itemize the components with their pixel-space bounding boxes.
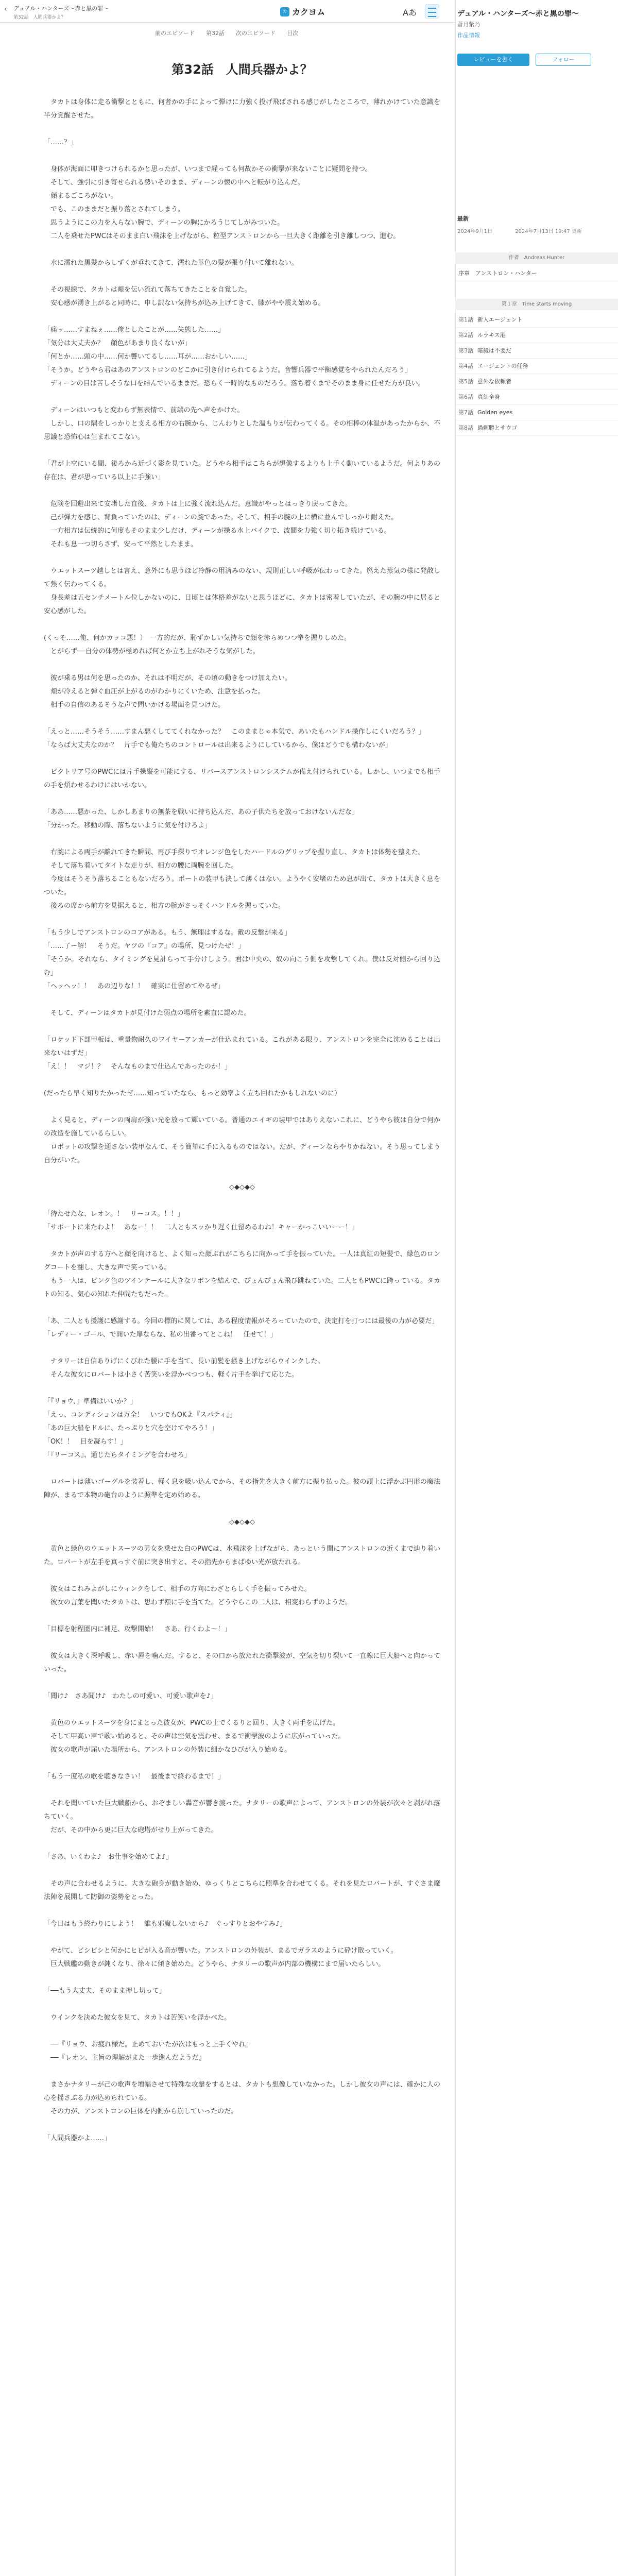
body-paragraph: 彼女は大きく深呼吸し、赤い唇を噛んだ。すると、その口から放たれた衝撃波が、空気を切り裂いて一直線に巨大船へと向かっていった。	[44, 1652, 440, 1673]
episode-number: 第7話	[458, 409, 473, 416]
body-paragraph: 「待たせたな、レオン。！ リーコス。！！」 「サポートに来たわよ！ あなー！！ 二人ともスッかり遅く仕留めるわね！キャーかっこいいーー！」	[44, 1210, 358, 1231]
body-paragraph: ナタリーは自信ありげにくびれた腰に手を当て、長い前髪を掻き上げながらウインクした。 そんな彼女にロバートは小さく苦笑いを浮かべつつも、軽く片手を挙げて応じた。	[50, 1358, 324, 1379]
body-paragraph: ウエットスーツ越しとは言え、意外にも思うほど冷静の用済みのない、規則正しい呼吸が伝わってきた。燃えた蒸気の様に発散して熱く伝わってくる。 身長差は五センチメートル位しかないのに、日頃とは体格差がないと思うほどに、タカトは密着していたが、その腕の中に居ると安心感がした。	[44, 567, 440, 615]
body-paragraph: ◇◆◇◆◇	[229, 1183, 255, 1191]
body-paragraph: 「目標を射程圏内に補足、攻撃開始！ さあ、行くわよ〜！」	[44, 1625, 231, 1633]
episode-number: 第3話	[458, 347, 473, 354]
body-paragraph: 「『リョウ、』準備はいいか？」 「えっ、コンディションは万全！ いつでもOKよ『スパティ』」 「あの巨大船をドルに、たっぷりと穴を空けてやろう！」 「OK！！ 目を凝らす！」 「『リーコス』、通じたらタイミングを合わせろ」	[44, 1398, 236, 1459]
body-paragraph: タカトは身体に走る衝撃とともに、何者かの手によって弾けに力強く投げ飛ばされる感じがしたところで、薄れかけていた意識を半分覚醒させた。	[44, 98, 440, 120]
body-paragraph: 彼が乗る男は何を思ったのか、それは不明だが、その頃の動きをつけ加えたい。 頬が冷えると弾ぐ血圧が上がるのがわかりにくいため、注意を払った。 相手の自信のあるそうな声で問いかける場面を見つけた。	[50, 674, 292, 709]
prev-episode-link[interactable]: 前のエピソード	[155, 30, 195, 37]
body-paragraph: 「もう一度私の歌を聴きなさい！ 最後まで終わるまで！」	[44, 1773, 225, 1781]
body-paragraph: 右腕による両手が離れてきた瞬間、再び手探りでオレンジ色をしたハードルのグリップを握り直し、タカトは体勢を整えた。 そして落ち着いてタイトな走りが、相方の腰に両腕を回した。 今度はそうそう落ちることもないだろう。ボートの装甲も決して薄くはない。ようやく安堵のため息が出て、タカトは大きく息をついた。 後ろの席から前方を見据えると、相方の腕がさっそくハンドルを握っていた。	[44, 849, 440, 910]
episode-paragraphs	[44, 96, 440, 2145]
body-paragraph: 「君が上空にいる間、後ろから近づく影を見ていた。どうやら相手はこちらが想像するよりも上手く動いているようだ。何よりあの存在は、君が思っている以上に手強い」	[44, 460, 440, 481]
body-paragraph: 身体が海面に叩きつけられるかと思ったが、いつまで経っても何故かその衝撃が来ないことに疑問を持つ。 そして、強引に引き寄せられる勢いそのまま、ディーンの懐の中へと転がり込んだ。 顔まるごころがない。 でも、このままだと振り落とされてしまう。 思うようにこの力を入らない腕で、ディーンの胸にかろうじてしがみついた。 二人を乗せたPWCはそのまま白い飛沫を上げながら、粒型アンストロンから一旦大きく距離を引き離しつつ、進む。	[50, 165, 400, 240]
body-paragraph: その声に合わせるように、大きな砲身が動き始め、ゆっくりとこちらに照準を合わせてくる。それを見たロバートが、すぐさま魔法陣を展開して防御の姿勢をとった。	[44, 1880, 440, 1901]
sidebar-episode-item[interactable]	[455, 328, 618, 343]
sidebar-work-info	[457, 9, 612, 39]
text-size-button[interactable]: Aあ	[403, 8, 417, 18]
episode-title: 真紅全身	[477, 394, 500, 400]
episode-body	[44, 59, 440, 2576]
body-paragraph: 「ああ……悪かった、しかしあまりの無茶を戦いに持ち込んだ、あの子供たちを放っておけないんだな」 「分かった。移動の際、落ちないように気を付けろよ」	[44, 808, 359, 829]
body-paragraph: (くっそ……俺、何かカッコ悪！） 一方的だが、恥ずかしい気持ちで顔を赤らめつつ拳を握りしめた。 とがらず──自分の体勢が極めれば何とか立ち上がれそうな気がした。	[44, 634, 351, 655]
body-paragraph: よく見ると、ディーンの両肩が強い光を放って輝いている。普通のエイギの装甲ではありえないこれに、どうやら彼は自分で何かの改造を施しているらしい。 ロボットの攻撃を通さない装甲なんて、そう簡単に手に入るものではない。だが、ディーンならやりかねない。そう思ってしまう自分がいた。	[44, 1116, 440, 1164]
body-paragraph: 水に濡れた黒髪からしずくが垂れてきて、濡れた革色の髪が張り付いて離れない。	[44, 259, 298, 267]
sidebar-episode-item[interactable]	[455, 389, 618, 405]
episode-title: 新人エージェント	[477, 316, 523, 323]
episode-title: 過剰勝とサウゴ	[477, 425, 517, 431]
episode-number: 第2話	[458, 332, 473, 338]
current-episode-label: 第32話	[206, 30, 225, 37]
body-paragraph: 黄色と緑色のウエットスーツの男女を乗せた白のPWCは、水飛沫を上げながら、あっという間にアンストロンの近くまで辿り着いた。ロバートが左手を真っすぐ前に突き出すと、その指先からまばゆい光が放たれる。	[44, 1545, 440, 1566]
header-episode-line: 第32話 人間兵器かよ？	[13, 15, 66, 20]
body-paragraph: ディーンはいつもと変わらず無表情で、前端の先へ声をかけた。 しかし、口の隅をしっかりと支える相方の右腕から、じんわりとした温もりが伝わってくる。その相棒の体温があったからか、不思議と恐怖心は生まれてこない。	[44, 406, 440, 441]
sidebar-chapter-section: 第１章 Time starts moving	[455, 299, 618, 310]
next-episode-link[interactable]: 次のエピソード	[236, 30, 276, 37]
update-date-right: 2024年7月13日 19:47 更新	[515, 229, 582, 234]
episode-nav	[149, 29, 304, 37]
sidebar-author[interactable]: 蒼月紫乃	[457, 21, 480, 28]
episode-title: 第32話 人間兵器かよ？	[171, 62, 313, 77]
hamburger-icon	[428, 8, 436, 9]
update-date-left: 2024年9月1日	[457, 229, 493, 234]
back-icon[interactable]: ‹	[4, 5, 7, 13]
body-paragraph: 「聞け♪ さあ聞け♪ わたしの可愛い、可愛い歌声を♪」	[44, 1692, 217, 1700]
body-paragraph: その視線で、タカトは頬を伝い流れて落ちてきたことを自覚した。 安心感が湧き上がると同時に、申し訳ない気持ちが込み上げてきて、膝がやや震え始める。	[50, 286, 325, 307]
episode-number: 第6話	[458, 394, 473, 400]
body-paragraph: 危険を回避出来て安堵した直後、タカトは上に強く流れ込んだ。意識がやっとはっきり戻ってきた。 己が弾力を感じ、背負っていたのは、ディーンの腕であった。そして、相手の腕の上に横に並んでしっかり耐えた。 一方相方は伝統的に何度もそのまま少しだけ、ディーンが操る水上バイクで、波間を力強く切り拓き続けている。 それも息一つ切らさず、安って平然としたまま。	[50, 500, 398, 548]
body-paragraph: 「さあ、いくわよ♪ お仕事を始めてよ♪」	[44, 1853, 173, 1861]
toc-link[interactable]: 目次	[287, 30, 298, 37]
episode-title: エージェントの任務	[477, 363, 528, 369]
sidebar-episode-item[interactable]	[455, 420, 618, 436]
sidebar-episode-item[interactable]	[455, 405, 618, 420]
update-label: 最新	[457, 215, 469, 222]
episode-number: 第1話	[458, 316, 473, 323]
episode-title: ルラキス港	[477, 332, 506, 338]
body-paragraph: まさかナタリーが己の歌声を増幅させて特殊な攻撃をするとは、タカトも想像していなかった。しかし彼女の声には、確かに人の心を揺さぶる力が込められている。 その力が、アンストロンの巨体を内側から崩していったのだ。	[44, 2081, 440, 2115]
header-work-title[interactable]: デュアル・ハンターズ〜赤と黒の罪〜	[13, 5, 109, 12]
episode-title: Golden eyes	[477, 409, 513, 416]
episode-number: 第4話	[458, 363, 473, 369]
body-paragraph: やがて、ビシビシと何かにヒビが入る音が響いた。アンストロンの外装が、まるでガラスのように砕け散っていく。 巨大戦艦の動きが鈍くなり、徐々に傾き始めた。どうやら、ナタリーの歌声が内部の機構にまで届いたらしい。	[50, 1947, 398, 1968]
sidebar-episode-item[interactable]	[455, 359, 618, 374]
logo-mark-icon: カ	[280, 7, 289, 16]
menu-button[interactable]	[425, 4, 439, 19]
header-meta[interactable]	[13, 4, 147, 20]
body-paragraph: ロバートは薄いゴーグルを装着し、軽く息を吸い込んでから、その指先を大きく前方に振り払った。彼の頭上に浮かぶ円形の魔法陣が、まるで本物の砲台のように照準を定め始める。	[44, 1478, 440, 1499]
episode-number: 第5話	[458, 378, 473, 385]
body-paragraph: 「──もう大丈夫、そのまま押し切って」	[44, 1987, 166, 1995]
review-button[interactable]: レビューを書く	[457, 54, 529, 66]
body-paragraph: ウインクを決めた彼女を見て、タカトは苦笑いを浮かべた。	[44, 2014, 231, 2022]
body-paragraph: ビクトリア号のPWCには片手操縦を可能にする、リバースアンストロンシステムが備え付けられている。しかし、いつまでも相手の手を煩わせるわけにはいかない。	[44, 768, 440, 789]
body-paragraph: そして、ディーンはタカトが見付けた弱点の場所を素直に認めた。	[44, 1009, 251, 1017]
sidebar-work-title[interactable]: デュアル・ハンターズ〜赤と黒の罪〜	[457, 10, 579, 18]
body-paragraph: 「あ、二人とも援護に感謝する。今回の標的に関しては、ある程度情報がそろっていたので、決定打を打つには最後の力が必要だ」 「レディー・ゴール、で開いた扉ならな、私の出番ってとこね！ 任せて！」	[44, 1317, 439, 1338]
body-paragraph: それを聞いていた巨大戦船から、おぞましい轟音が響き渡った。ナタリーの歌声によって、アンストロンの外装が次々と剥がれ落ちていく。 だが、その中から更に巨大な砲塔がせり上がってきた。	[44, 1800, 440, 1834]
sidebar-work-info-link[interactable]: 作品情報	[457, 32, 480, 39]
sidebar-episode-item[interactable]	[455, 374, 618, 389]
sidebar-update-info	[457, 214, 612, 234]
sidebar-episode-item[interactable]	[455, 312, 618, 328]
sidebar-chapter-row[interactable]: 序章 アンストロン・ハンター	[455, 266, 618, 281]
follow-button[interactable]: フォロー	[536, 54, 591, 66]
body-paragraph: 「ロケッド下部甲板は、重量物耐久のワイヤーアンカーが仕込まれている。これがある限り、アンストロンを完全に沈めることは出来ないはずだ」 「え！！ マジ！？ そんなものまで仕込んであったのか！」	[44, 1036, 440, 1071]
logo-text: カクヨム	[292, 7, 325, 17]
body-paragraph: 「……？」	[44, 139, 78, 146]
body-paragraph: (だったら早く知りたかったぜ……知っていたなら、もっと効率よく立ち回れたかもしれないのに）	[44, 1090, 341, 1097]
episode-title: 暗殺は不要だ	[477, 347, 511, 354]
sidebar-episode-item[interactable]	[455, 343, 618, 359]
body-paragraph: 「えっと……そうそう……すまん悪くしててくれなかった？ このままじゃ本気で、あいたもハンドル操作しにくいだろう？」 「ならば大丈夫なのか？ 片手でも俺たちのコントロールは出来るようにしているから、僕はどうでも構わないが」	[44, 728, 425, 749]
episode-title: 意外な依頼者	[477, 378, 511, 385]
body-paragraph: 「人間兵器かよ……」	[44, 2134, 111, 2142]
body-paragraph: 「痛ッ……すまねぇ……俺としたことが……失態した……」 「気分は大丈夫か？ 顔色があまり良くないが」 「何とか……頭の中……何か響いてるし……耳が……おかしい……」 「そうか。どうやら君はあのアンストロンのどこかに引き付けられてるようだ。音響兵器で平衡感覚をやられたんだろう」 ディーンの目は苦しそうな口を結んでいるままだ。恐らく一時的なものだろう。落ち着くまでそのまま身に任せた方が良い。	[44, 326, 425, 387]
body-paragraph: ◇◆◇◆◇	[229, 1518, 255, 1526]
body-paragraph: 黄色のウエットスーツを身にまとった彼女が、PWCの上でくるりと回り、大きく両手を広げた。 そして甲高い声で歌い始めると、その声は空気を震わせ、まるで衝撃波のように広がっていった。 彼女の歌声が届いた場所から、アンストロンの外装に細かなひびが入り始める。	[50, 1719, 345, 1754]
sidebar-author-section: 作者 Andreas Hunter	[455, 252, 618, 264]
episode-number: 第8話	[458, 425, 473, 431]
body-paragraph: ──『リョウ、お疲れ様だ。止めておいたが次はもっと上手くやれ』 ──『レオン、主旨の理解がまた一歩進んだようだ』	[50, 2041, 252, 2062]
site-logo[interactable]	[280, 6, 325, 18]
body-paragraph: 「今日はもう終わりにしよう！ 誰も邪魔しないから♪ ぐっすりとおやすみ♪」	[44, 1920, 287, 1928]
body-paragraph: タカトが声のする方へと顔を向けると、よく知った顔ぶれがこちらに向かって手を振っていた。一人は真紅の短髪で、緑色のロングコートを翻し、大きな声で笑っている。 もう一人は、ピンク色のツインテールに大きなリボンを結んで、ぴょんぴょん飛び跳ねていた。二人ともPWCに跨っている。タカトの知る、気心の知れた仲間たちだった。	[44, 1250, 440, 1298]
body-paragraph: 「もう少しでアンストロンのコアがある。もう、無理はするな。敵の反撃が来る」 「……了ー解！ そうだ。ヤツの『コア』の場所、見つけたぜ！」 「そうか。それなら、タイミングを見計らって手分けしよう。君は中央の、奴の向こう側を攻撃してくれ。僕は反対側から回り込む」 「ヘッヘッ！！ あの辺りな！！ 確実に仕留めてやるぜ」	[44, 929, 440, 990]
body-paragraph: 彼女はこれみよがしにウィンクをして、相手の方向にわざとらしく手を振ってみせた。 彼女の言葉を聞いたタカトは、思わず額に手を当てた。どうやらこの二人は、相変わらずのようだ。	[50, 1585, 352, 1606]
